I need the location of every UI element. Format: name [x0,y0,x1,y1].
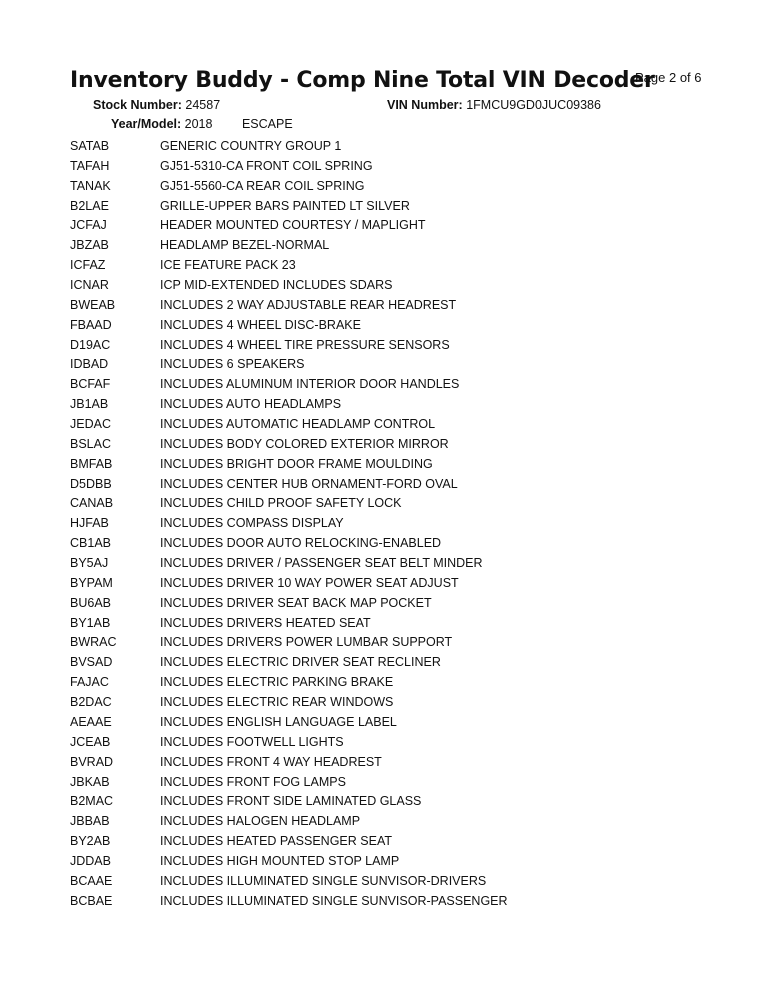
option-description: INCLUDES ALUMINUM INTERIOR DOOR HANDLES [160,377,460,392]
option-code: JCEAB [70,734,111,749]
option-row [70,554,750,574]
option-row [70,316,750,336]
option-row [70,673,750,693]
option-code: CANAB [70,496,114,511]
option-description: INCLUDES ELECTRIC REAR WINDOWS [160,695,394,710]
vin-number-value: 1FMCU9GD0JUC09386 [466,98,601,112]
option-description: INCLUDES AUTO HEADLAMPS [160,397,342,412]
option-code: JBBAB [70,814,110,829]
option-description: GENERIC COUNTRY GROUP 1 [160,139,342,153]
stock-number [93,98,220,112]
option-code: JCFAJ [70,218,107,233]
option-description: GJ51-5310-CA FRONT COIL SPRING [160,158,373,173]
option-code: B2LAE [70,198,109,213]
option-row [70,892,750,912]
option-description: INCLUDES BODY COLORED EXTERIOR MIRROR [160,436,449,451]
option-code: BCAAE [70,873,113,888]
option-row [70,435,750,455]
option-code: BWEAB [70,297,116,312]
option-code: HJFAB [70,516,109,531]
option-row [70,236,750,256]
year-value: 2018 [184,117,213,131]
option-row [70,594,750,614]
stock-number-value: 24587 [185,98,221,112]
option-description: INCLUDES 2 WAY ADJUSTABLE REAR HEADREST [160,297,457,312]
option-row [70,872,750,892]
option-row [70,792,750,812]
option-code: BMFAB [70,456,113,471]
option-row [70,494,750,514]
option-code: JBKAB [70,774,110,789]
option-row [70,455,750,475]
option-code: FBAAD [70,317,112,332]
option-code: BY5AJ [70,556,109,571]
option-description: INCLUDES AUTOMATIC HEADLAMP CONTROL [160,417,436,432]
option-description: INCLUDES FOOTWELL LIGHTS [160,734,344,749]
option-row [70,832,750,852]
year-model [111,117,293,131]
option-row [70,812,750,832]
option-row [70,514,750,534]
option-code: BU6AB [70,595,111,610]
option-code: D19AC [70,337,111,352]
option-description: INCLUDES BRIGHT DOOR FRAME MOULDING [160,456,433,471]
option-code: BY1AB [70,615,111,630]
option-code: ICFAZ [70,258,106,273]
option-code: ICNAR [70,278,109,293]
option-code: BVRAD [70,754,114,769]
option-code: AEAAE [70,714,112,729]
option-row [70,693,750,713]
option-description: INCLUDES 4 WHEEL DISC-BRAKE [160,317,361,332]
option-code: BWRAC [70,635,117,650]
option-code: BY2AB [70,834,111,849]
option-code: D5DBB [70,476,112,491]
option-description: ICP MID-EXTENDED INCLUDES SDARS [160,278,393,293]
option-row [70,733,750,753]
option-description: INCLUDES ILLUMINATED SINGLE SUNVISOR-PASSENGER [160,893,508,908]
option-row [70,475,750,495]
stock-number-label: Stock Number: [93,98,182,112]
option-description: GRILLE-UPPER BARS PAINTED LT SILVER [160,198,410,213]
option-description: INCLUDES 6 SPEAKERS [160,357,305,372]
option-code: BVSAD [70,655,113,670]
option-row [70,375,750,395]
option-row [70,216,750,236]
option-row [70,395,750,415]
option-description: INCLUDES DRIVER 10 WAY POWER SEAT ADJUST [160,575,459,590]
year-model-label: Year/Model: [111,117,182,131]
option-code: B2DAC [70,695,112,710]
option-description: INCLUDES HEATED PASSENGER SEAT [160,834,392,849]
document-title: Inventory Buddy - Comp Nine Total VIN Decoder [70,68,655,93]
option-row [70,633,750,653]
option-row [70,753,750,773]
option-code: SATAB [70,139,110,153]
option-description: INCLUDES CHILD PROOF SAFETY LOCK [160,496,402,511]
option-code: BSLAC [70,436,111,451]
option-row [70,296,750,316]
option-description: INCLUDES HALOGEN HEADLAMP [160,814,361,829]
option-row [70,773,750,793]
option-row [70,574,750,594]
option-code: IDBAD [70,357,109,372]
option-code: TANAK [70,178,111,193]
option-row [70,355,750,375]
option-description: INCLUDES ELECTRIC PARKING BRAKE [160,675,394,690]
option-code: CB1AB [70,536,111,551]
option-code: JBZAB [70,238,109,253]
option-description: INCLUDES COMPASS DISPLAY [160,516,344,531]
option-row [70,713,750,733]
option-code: BCFAF [70,377,111,392]
option-code: FAJAC [70,675,109,690]
vin-number-label: VIN Number: [387,98,463,112]
option-description: ICE FEATURE PACK 23 [160,258,296,273]
option-description: INCLUDES DRIVER SEAT BACK MAP POCKET [160,595,432,610]
option-description: INCLUDES FRONT 4 WAY HEADREST [160,754,382,769]
option-row [70,534,750,554]
option-code-list [70,137,750,912]
option-description: INCLUDES HIGH MOUNTED STOP LAMP [160,853,400,868]
option-row [70,197,750,217]
vin-number [387,98,601,112]
option-description: INCLUDES CENTER HUB ORNAMENT-FORD OVAL [160,476,458,491]
option-description: INCLUDES FRONT SIDE LAMINATED GLASS [160,794,422,809]
option-code: JB1AB [70,397,109,412]
option-code: BCBAE [70,893,113,908]
option-description: INCLUDES ELECTRIC DRIVER SEAT RECLINER [160,655,441,670]
option-description: INCLUDES DRIVERS HEATED SEAT [160,615,371,630]
option-row [70,653,750,673]
option-description: INCLUDES FRONT FOG LAMPS [160,774,346,789]
option-description: HEADLAMP BEZEL-NORMAL [160,238,330,253]
option-description: INCLUDES ENGLISH LANGUAGE LABEL [160,714,397,729]
page-number: Page 2 of 6 [635,70,702,85]
option-description: HEADER MOUNTED COURTESY / MAPLIGHT [160,218,426,233]
option-row [70,415,750,435]
option-code: JEDAC [70,417,111,432]
option-row [70,137,750,157]
option-row [70,276,750,296]
option-row [70,336,750,356]
option-row [70,157,750,177]
option-description: INCLUDES 4 WHEEL TIRE PRESSURE SENSORS [160,337,450,352]
option-code: B2MAC [70,794,114,809]
option-description: GJ51-5560-CA REAR COIL SPRING [160,178,365,193]
option-row [70,852,750,872]
option-row [70,256,750,276]
model-value: ESCAPE [241,117,293,131]
option-row [70,614,750,634]
option-code: BYPAM [70,575,113,590]
option-description: INCLUDES DRIVERS POWER LUMBAR SUPPORT [160,635,453,650]
option-description: INCLUDES ILLUMINATED SINGLE SUNVISOR-DRIVERS [160,873,487,888]
option-description: INCLUDES DOOR AUTO RELOCKING-ENABLED [160,536,442,551]
option-row [70,177,750,197]
option-description: INCLUDES DRIVER / PASSENGER SEAT BELT MINDER [160,556,483,571]
option-code: TAFAH [70,158,110,173]
option-code: JDDAB [70,853,111,868]
